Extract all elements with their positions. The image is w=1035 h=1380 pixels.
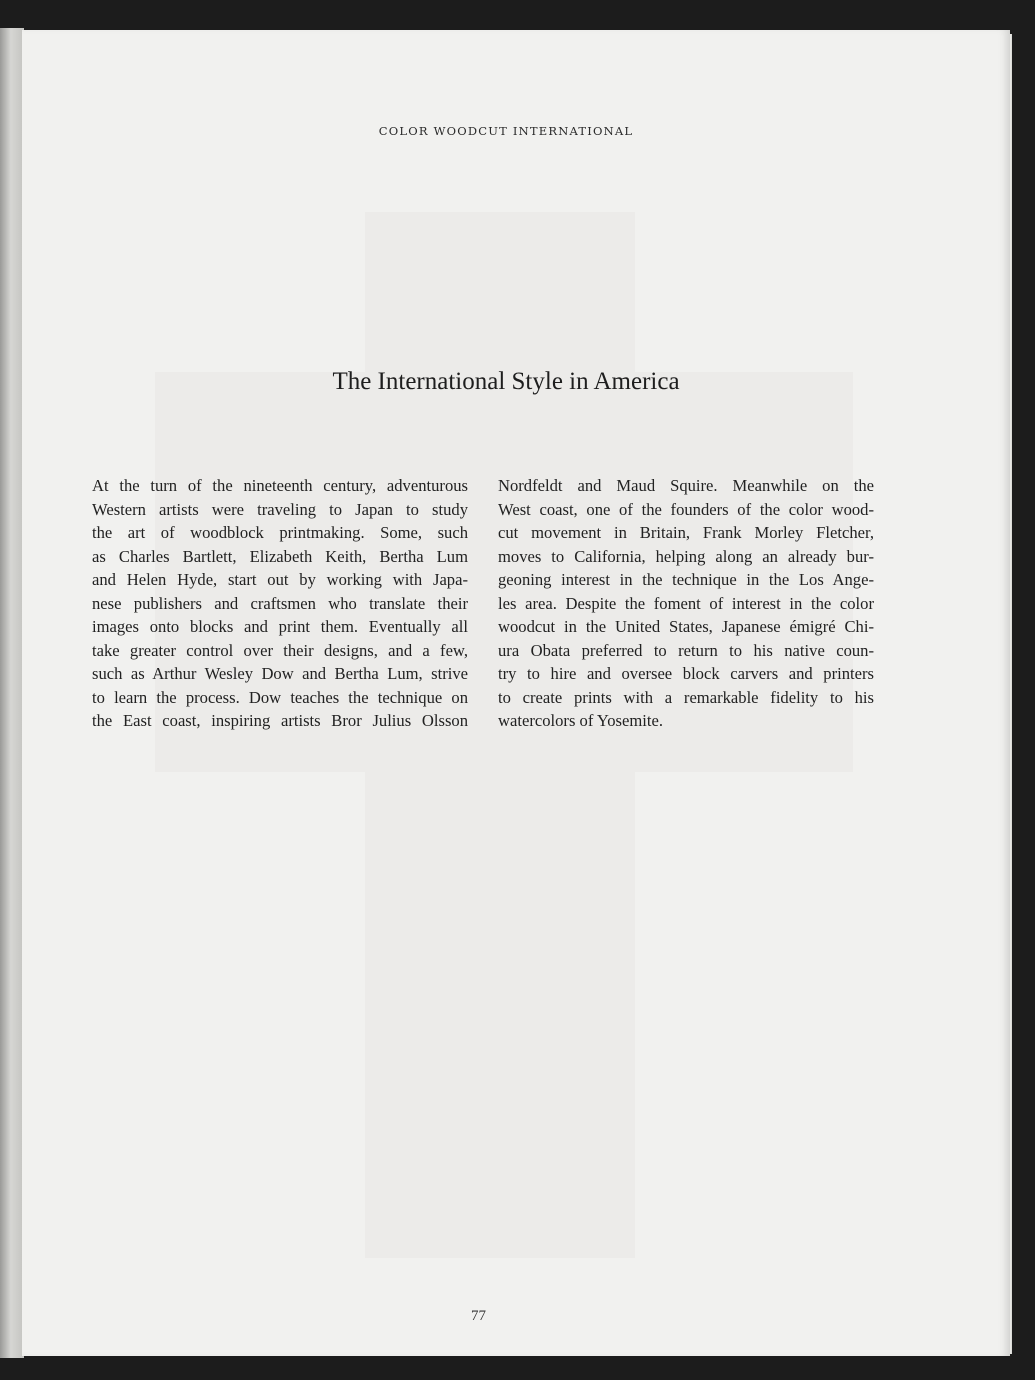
text-line: Nordfeldt and Maud Squire. Meanwhile on the xyxy=(498,476,874,495)
body-column-right xyxy=(498,474,874,733)
text-line: ura Obata preferred to return to his native coun- xyxy=(498,640,874,660)
text-line: cut movement in Britain, Frank Morley Fletcher, xyxy=(498,523,874,542)
text-line: as Charles Bartlett, Elizabeth Keith, Bertha Lum xyxy=(92,546,468,566)
running-head: COLOR WOODCUT INTERNATIONAL xyxy=(378,124,634,138)
text-line: moves to California, helping along an already bur- xyxy=(498,546,874,566)
text-line: images onto blocks and print them. Eventually all xyxy=(92,617,468,636)
book-page xyxy=(22,30,1010,1356)
text-line: the art of woodblock printmaking. Some, such xyxy=(92,523,468,542)
text-line: les area. Despite the foment of interest in the color xyxy=(498,593,874,613)
section-title: The International Style in America xyxy=(332,368,680,395)
facing-page-edge xyxy=(0,28,24,1358)
text-line: to learn the process. Dow teaches the technique on xyxy=(92,687,468,707)
text-line: such as Arthur Wesley Dow and Bertha Lum, strive xyxy=(92,664,468,683)
text-line: the East coast, inspiring artists Bror Julius Olsson xyxy=(92,711,468,730)
text-line: to create prints with a remarkable fidelity to his xyxy=(498,687,874,707)
text-line: try to hire and oversee block carvers and printers xyxy=(498,664,874,683)
body-column-left xyxy=(92,474,468,733)
text-line: and Helen Hyde, start out by working with Japa- xyxy=(92,570,468,589)
text-line: At the turn of the nineteenth century, adventurous xyxy=(92,476,468,495)
text-line: take greater control over their designs, and a few, xyxy=(92,640,468,660)
text-line: woodcut in the United States, Japanese émigré Chi- xyxy=(498,617,874,636)
text-line: nese publishers and craftsmen who translate their xyxy=(92,593,468,613)
text-line: Western artists were traveling to Japan to study xyxy=(92,499,468,519)
page-number: 77 xyxy=(471,1308,486,1324)
text-line: West coast, one of the founders of the color wood- xyxy=(498,499,874,519)
text-line: watercolors of Yosemite. xyxy=(498,711,663,730)
text-line: geoning interest in the technique in the Los Ange- xyxy=(498,570,874,589)
